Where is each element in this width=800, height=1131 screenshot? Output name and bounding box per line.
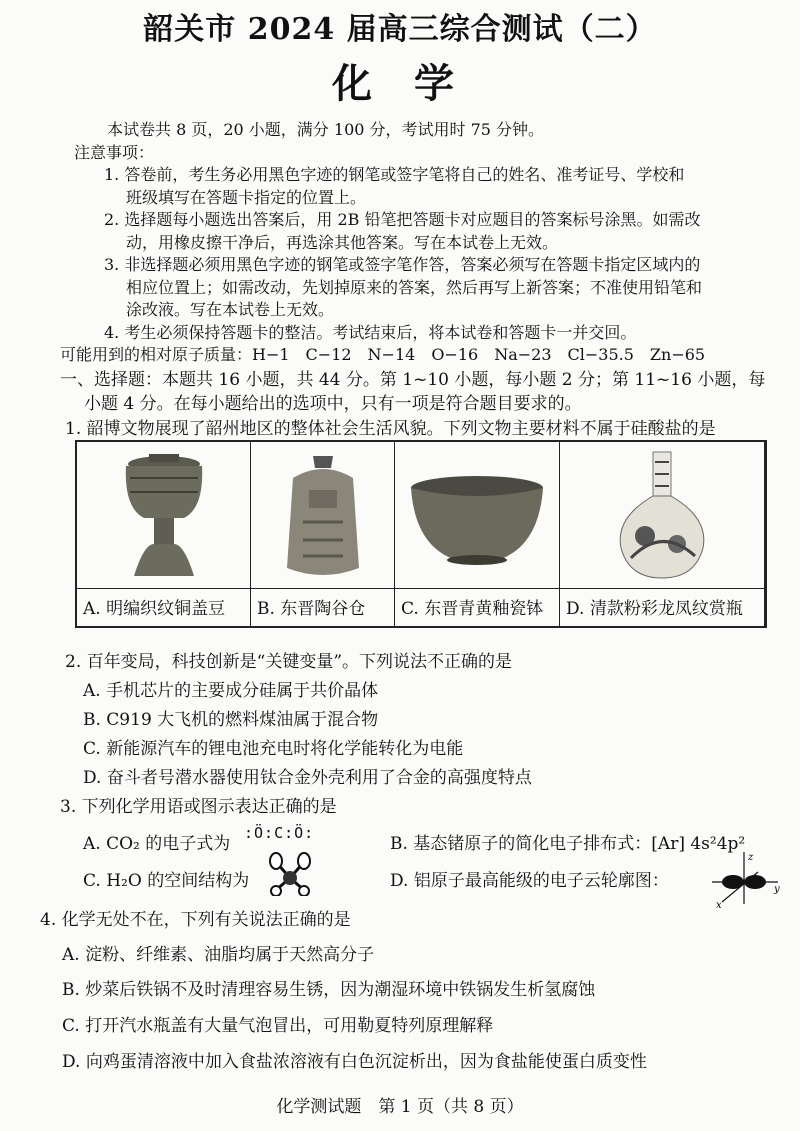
section-heading: 一、选择题：本题共 16 小题，共 44 分。第 1~10 小题，每小题 2 分；第 11~16 小题，每 (60, 370, 766, 390)
artifact-cell-b (251, 442, 395, 626)
famille-rose-vase-image (607, 448, 717, 582)
question-4-option: C. 打开汽水瓶盖有大量气泡冒出，可用勒夏特列原理解释 (62, 1016, 494, 1036)
atomic-masses: 可能用到的相对原子质量：H−1 C−12 N−14 O−16 Na−23 Cl−35.5 Zn−65 (60, 345, 706, 364)
note-line: 班级填写在答题卡指定的位置上。 (126, 188, 367, 207)
question-3-option-b: B. 基态锗原子的简化电子排布式：[Ar] 4s²4p² (390, 834, 746, 854)
question-3-option-d: D. 铝原子最高能级的电子云轮廓图： (390, 871, 669, 891)
artifact-c-caption: C. 东晋青黄釉瓷钵 (401, 599, 544, 619)
artifact-table (75, 440, 767, 628)
page-footer: 化学测试题 第 1 页（共 8 页） (276, 1097, 524, 1117)
artifact-d-caption: D. 清款粉彩龙凤纹赏瓶 (566, 599, 743, 619)
artifact-cell-a (77, 442, 251, 626)
y-axis-label: y (774, 884, 780, 895)
question-2-option: A. 手机芯片的主要成分硅属于共价晶体 (83, 681, 379, 701)
question-2-option: C. 新能源汽车的锂电池充电时将化学能转化为电能 (83, 739, 464, 759)
note-line: 4. 考生必须保持答题卡的整洁。考试结束后，将本试卷和答题卡一并交回。 (104, 323, 637, 342)
co2-electron-formula: :Ö:C:Ö: (244, 824, 315, 842)
question-3-option-a: A. CO₂ 的电子式为 (83, 834, 231, 854)
note-line: 相应位置上；如需改动，先划掉原来的答案，然后再写上新答案；不准使用铅笔和 (126, 278, 703, 297)
bronze-dou-image (104, 448, 224, 582)
question-4-option: A. 淀粉、纤维素、油脂均属于天然高分子 (62, 945, 375, 965)
question-1-stem: 1. 韶博文物展现了韶州地区的整体社会生活风貌。下列文物主要材料不属于硅酸盐的是 (65, 419, 716, 439)
subject-title: 化 学 (332, 60, 468, 107)
question-3-option-c: C. H₂O 的空间结构为 (83, 871, 250, 891)
p-orbital-diagram (706, 848, 782, 910)
artifact-b-caption: B. 东晋陶谷仓 (257, 599, 366, 619)
celadon-bowl-image (402, 448, 552, 582)
artifact-cell-c (395, 442, 560, 626)
artifact-a-caption: A. 明编织纹铜盖豆 (83, 599, 226, 619)
note-line: 涂改液。写在本试卷上无效。 (126, 300, 335, 319)
section-heading-cont: 小题 4 分。在每小题给出的选项中，只有一项是符合题目要求的。 (84, 394, 582, 414)
question-2-option: B. C919 大飞机的燃料煤油属于混合物 (83, 710, 379, 730)
water-molecule-model (266, 852, 314, 896)
question-2-option: D. 奋斗者号潜水器使用钛合金外壳利用了合金的高强度特点 (83, 768, 532, 788)
question-4-option: D. 向鸡蛋清溶液中加入食盐浓溶液有白色沉淀析出，因为食盐能使蛋白质变性 (62, 1052, 647, 1072)
pottery-granary-image (273, 448, 373, 582)
note-line: 动，用橡皮擦干净后，再选涂其他答案。写在本试卷上无效。 (126, 233, 559, 252)
question-4-option: B. 炒菜后铁锅不及时清理容易生锈，因为潮湿环境中铁锅发生析氢腐蚀 (62, 980, 596, 1000)
note-line: 2. 选择题每小题选出答案后，用 2B 铅笔把答题卡对应题目的答案标号涂黑。如需改 (104, 210, 701, 229)
note-line: 1. 答卷前，考生务必用黑色字迹的钢笔或签字笔将自己的姓名、准考证号、学校和 (104, 165, 685, 184)
notes-title: 注意事项： (74, 143, 155, 162)
question-4-stem: 4. 化学无处不在，下列有关说法正确的是 (40, 910, 351, 930)
exam-intro: 本试卷共 8 页，20 小题，满分 100 分，考试用时 75 分钟。 (107, 120, 545, 139)
exam-title: 韶关市 2024 届高三综合测试（二） (143, 12, 657, 47)
x-axis-label: x (716, 900, 722, 910)
note-line: 3. 非选择题必须用黑色字迹的钢笔或签字笔作答，答案必须写在答题卡指定区域内的 (104, 255, 701, 274)
z-axis-label: z (748, 852, 754, 863)
artifact-cell-d (560, 442, 765, 626)
question-3-stem: 3. 下列化学用语或图示表达正确的是 (60, 797, 337, 817)
table-divider (77, 588, 765, 589)
question-2-stem: 2. 百年变局，科技创新是“关键变量”。下列说法不正确的是 (65, 652, 513, 672)
